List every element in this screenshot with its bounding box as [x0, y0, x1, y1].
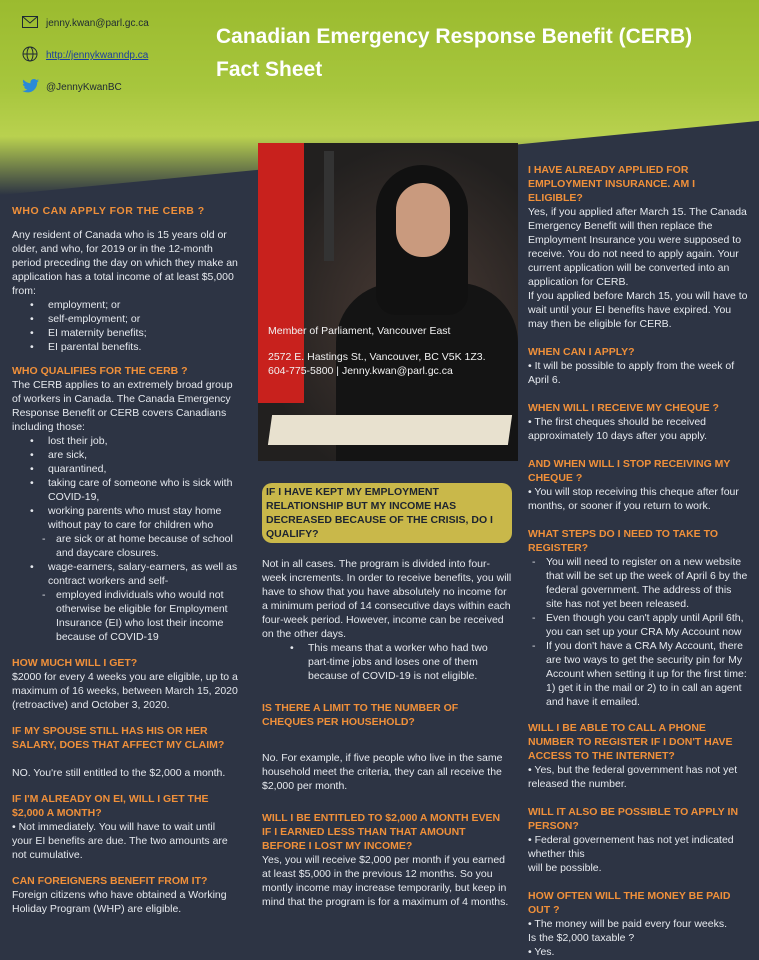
- list-item: • lost their job,: [34, 434, 238, 448]
- para-spouse: NO. You're still entitled to the $2,000 a month.: [12, 767, 226, 779]
- heading-in-person: WILL IT ALSO BE POSSIBLE TO APPLY IN PERSON?: [528, 806, 739, 832]
- sublist-children: [12, 532, 238, 560]
- list-item: • This means that a worker who had two part-time jobs and loses one of them because of COVID-19 is not eligible.: [294, 641, 512, 683]
- email-text: jenny.kwan@parl.gc.ca: [46, 18, 149, 30]
- para-how-much: $2000 for every 4 weeks you are eligible, up to a maximum of 16 weeks, between March 15, 2020 (retroactive) and October 3, 2020.: [12, 671, 238, 711]
- list-register-steps: [528, 555, 750, 709]
- para-already-on-ei: • Not immediately. You will have to wait until your EI benefits are due. The two amounts are not cumulative.: [12, 821, 228, 861]
- heading-already-applied: I HAVE ALREADY APPLIED FOR EMPLOYMENT INSURANCE. AM I ELIGIBLE?: [528, 164, 696, 204]
- heading-register-steps: WHAT STEPS DO I NEED TO TAKE TO REGISTER?: [528, 528, 718, 554]
- photo-caption-address: 2572 E. Hastings St., Vancouver, BC V5K 1Z3.: [268, 351, 486, 363]
- flag-shape: [258, 143, 304, 403]
- para-already-applied-a: Yes, if you applied after March 15. The Canada Emergency Benefit will then replace the Employment Insurance you were supposed to receive. You do not need to apply again. Your current application will be converted into an application for CERB.: [528, 206, 747, 288]
- list-item: - are sick or at home because of school and daycare closures.: [56, 532, 238, 560]
- para-cheque-limit: No. For example, if five people who live in the same household meet the criteria, they can all receive the $2,000 per month.: [262, 752, 503, 792]
- list-item: - You will need to register on a new website that will be set up the week of April 6 by the federal government. The address of this site has not yet been released.: [546, 555, 750, 611]
- website-link[interactable]: http://jennykwanndp.ca: [46, 50, 149, 62]
- website-contact[interactable]: [22, 46, 148, 65]
- photo-caption-contact: 604-775-5800 | Jenny.kwan@parl.gc.ca: [268, 365, 453, 377]
- heading-foreigners: CAN FOREIGNERS BENEFIT FROM IT?: [12, 875, 208, 887]
- para-in-person-b: will be possible.: [528, 862, 602, 874]
- envelope-icon: [22, 16, 40, 31]
- list-item: • wage-earners, salary-earners, as well as contract workers and self-: [34, 560, 238, 588]
- para-in-person-a: • Federal governement has not yet indicated whether this: [528, 834, 734, 860]
- left-column: [12, 204, 238, 916]
- list-item: • EI parental benefits.: [34, 340, 238, 354]
- heading-spouse: IF MY SPOUSE STILL HAS HIS OR HER SALARY, DOES THAT AFFECT MY CLAIM?: [12, 725, 225, 751]
- globe-icon: [22, 46, 40, 65]
- para-foreigners: Foreign citizens who have obtained a Working Holiday Program (WHP) are eligible.: [12, 889, 227, 915]
- list-two-jobs: [262, 641, 512, 683]
- list-qualifies: [12, 434, 238, 532]
- list-item: - If you don't have a CRA My Account, there are two ways to get the security pin for My Account when setting it up for the first time: 1) get it in the mail or 2) to in call an agent and have it emailed.: [546, 639, 750, 709]
- list-wage-earners: [12, 560, 238, 588]
- para-who-qualifies: The CERB applies to an extremely broad group of workers in Canada. The Canada Emergency Response Benefit or CERB covers Canadians including those:: [12, 379, 233, 433]
- heading-cheque-limit: IS THERE A LIMIT TO THE NUMBER OF CHEQUES PER HOUSEHOLD?: [262, 702, 459, 728]
- twitter-contact: [22, 78, 122, 97]
- para-earned-less: Yes, you will receive $2,000 per month if you earned at least $5,000 in the previous 12 months. So you montly income may increase temporarily, but keep in mind that the program is for a maximum of 4 months.: [262, 854, 509, 908]
- heading-receive-cheque: WHEN WILL I RECEIVE MY CHEQUE ?: [528, 402, 719, 414]
- right-column: [528, 163, 750, 959]
- list-item: • taking care of someone who is sick with COVID-19,: [34, 476, 238, 504]
- microphone-shape: [324, 151, 334, 261]
- heading-who-qualifies: WHO QUALIFIES FOR THE CERB ?: [12, 365, 188, 377]
- list-item: • quarantined,: [34, 462, 238, 476]
- list-item: • are sick,: [34, 448, 238, 462]
- para-taxable-question: Is the $2,000 taxable ?: [528, 932, 635, 944]
- heading-phone-register: WILL I BE ABLE TO CALL A PHONE NUMBER TO REGISTER IF I DON'T HAVE ACCESS TO THE INTERNET?: [528, 722, 733, 762]
- para-when-apply: • It will be possible to apply from the week of April 6.: [528, 360, 735, 386]
- face-shape: [396, 183, 450, 257]
- page-title: [216, 20, 736, 86]
- list-item: • EI maternity benefits;: [34, 326, 238, 340]
- heading-kept-employment: IF I HAVE KEPT MY EMPLOYMENT RELATIONSHIP BUT MY INCOME HAS DECREASED BECAUSE OF THE CRISIS, DO I QUALIFY?: [262, 483, 512, 543]
- heading-when-apply: WHEN CAN I APPLY?: [528, 346, 635, 358]
- list-item: • employment; or: [34, 298, 238, 312]
- para-kept-employment: Not in all cases. The program is divided into four-week increments. In order to receive benefits, you will have to show that you have absolutely no income for a minimum period of 14 consecutive days within each four-week period. However, income can be received on the other days.: [262, 558, 512, 640]
- para-how-often: • The money will be paid every four weeks.: [528, 918, 727, 930]
- title-line-1: Canadian Emergency Response Benefit (CERB): [216, 25, 693, 48]
- para-stop-receiving: • You will stop receiving this cheque after four months, or sooner if you return to work.: [528, 486, 739, 512]
- heading-earned-less: WILL I BE ENTITLED TO $2,000 A MONTH EVEN IF I EARNED LESS THAN THAT AMOUNT BEFORE I LOST MY INCOME?: [262, 812, 501, 852]
- para-who-can-apply: Any resident of Canada who is 15 years old or older, and who, for 2019 or in the 12-month period preceding the day on which they make an application has a total income of at least $5,000 from:: [12, 229, 238, 297]
- list-item: • working parents who must stay home without pay to care for children who: [34, 504, 238, 532]
- photo-caption-title: Member of Parliament, Vancouver East: [268, 325, 451, 337]
- book-shape: [268, 415, 512, 445]
- heading-who-can-apply: WHO CAN APPLY FOR THE CERB ?: [12, 205, 205, 217]
- heading-how-much: HOW MUCH WILL I GET?: [12, 657, 138, 669]
- sublist-self-employed: [12, 588, 238, 644]
- heading-how-often: HOW OFTEN WILL THE MONEY BE PAID OUT ?: [528, 890, 731, 916]
- mp-photo: [258, 143, 518, 461]
- list-item: - employed individuals who would not otherwise be eligible for Employment Insurance (EI) who lost their income because of COVID-19: [56, 588, 238, 644]
- para-receive-cheque: • The first cheques should be received approximately 10 days after you apply.: [528, 416, 707, 442]
- para-taxable-answer: • Yes.: [528, 946, 555, 958]
- para-already-applied-b: If you applied before March 15, you will have to wait until your EI benefits have expired. You may then be eligible for CERB.: [528, 290, 748, 330]
- heading-stop-receiving: AND WHEN WILL I STOP RECEIVING MY CHEQUE ?: [528, 458, 731, 484]
- list-item: - Even though you can't apply until April 6th, you can set up your CRA My Account now: [546, 611, 750, 639]
- heading-already-on-ei: IF I'M ALREADY ON EI, WILL I GET THE $2,000 A MONTH?: [12, 793, 209, 819]
- email-contact: [22, 16, 149, 31]
- title-line-2: Fact Sheet: [216, 58, 323, 81]
- list-income-sources: [12, 298, 238, 354]
- list-item: • self-employment; or: [34, 312, 238, 326]
- twitter-handle: @JennyKwanBC: [46, 82, 122, 94]
- twitter-bird-icon: [22, 78, 40, 97]
- middle-column: [262, 483, 512, 909]
- para-phone-register: • Yes, but the federal government has not yet released the number.: [528, 764, 738, 790]
